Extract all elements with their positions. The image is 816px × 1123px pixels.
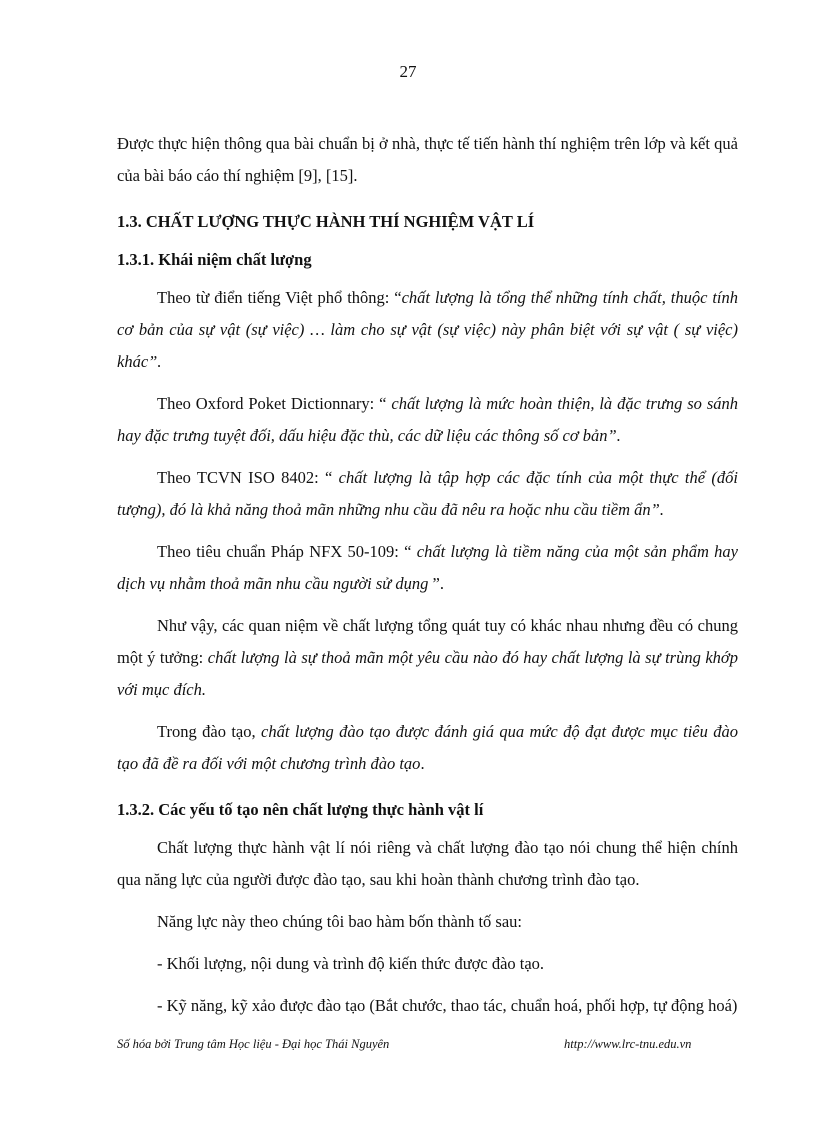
definition-paragraph-4 (117, 536, 738, 600)
footer-url: http://www.lrc-tnu.edu.vn (564, 1037, 692, 1051)
subsection-heading-2: 1.3.2. Các yếu tố tạo nên chất lượng thực hành vật lí (117, 800, 484, 819)
summary-paragraph (117, 610, 738, 706)
definition-3-lead: Theo TCVN ISO 8402: “ (157, 468, 339, 487)
definition-paragraph-2 (117, 388, 738, 452)
definition-4-lead: Theo tiêu chuẩn Pháp NFX 50-109: “ (157, 542, 417, 561)
components-intro: Năng lực này theo chúng tôi bao hàm bốn thành tố sau: (157, 912, 522, 931)
intro-paragraph: Được thực hiện thông qua bài chuẩn bị ở nhà, thực tế tiến hành thí nghiệm trên lớp và kết quả của bài báo cáo thí nghiệm [9], [15]. (117, 134, 738, 185)
section-heading: 1.3. CHẤT LƯỢNG THỰC HÀNH THÍ NGHIỆM VẬT LÍ (117, 212, 535, 231)
document-body (117, 128, 738, 1022)
list-item: - Khối lượng, nội dung và trình độ kiến thức được đào tạo. (157, 954, 545, 973)
definition-4-end: ”. (428, 574, 444, 593)
definition-2-lead: Theo Oxford Poket Dictionnary: “ (157, 394, 392, 413)
summary-emphasis: chất lượng là sự thoả mãn một yêu cầu nào đó hay chất lượng là sự trùng khớp với mục đích. (117, 648, 738, 699)
training-end: . (420, 754, 425, 773)
definition-1-quote: chất lượng là tổng thể những tính chất, thuộc tính cơ bản của sự vật (sự việc) … làm cho sự vật (sự việc) này phân biệt với sự vật ( sự việc) khác”. (117, 288, 738, 371)
training-paragraph (117, 716, 738, 780)
summary-lead: Như vậy, các quan niệm về chất lượng tổng quát tuy có khác nhau nhưng đều có chung một ý tưởng: (117, 616, 738, 667)
definition-paragraph-3 (117, 462, 738, 526)
list-item: - Kỹ năng, kỹ xảo được đào tạo (Bắt chước, thao tác, chuẩn hoá, phối hợp, tự động hoá) (157, 996, 738, 1015)
page-number: 27 (399, 62, 417, 81)
definition-4-quote: chất lượng là tiềm năng của một sản phẩm hay dịch vụ nhằm thoả mãn nhu cầu người sử dụng (117, 542, 739, 593)
definition-2-quote: chất lượng là mức hoàn thiện, là đặc trưng so sánh hay đặc trưng tuyệt đối, dấu hiệu đặc thù, các dữ liệu các thông số cơ bản”. (117, 394, 738, 445)
definition-3-quote: chất lượng là tập hợp các đặc tính của một thực thể (đối tượng), đó là khả năng thoả mãn những nhu cầu đã nêu ra hoặc nhu cầu tiềm ẩn”. (117, 468, 738, 519)
training-lead: Trong đào tạo, (157, 722, 262, 741)
subsection-heading-1: 1.3.1. Khái niệm chất lượng (117, 250, 312, 269)
factors-paragraph: Chất lượng thực hành vật lí nói riêng và chất lượng đào tạo nói chung thể hiện chính qua năng lực của người được đào tạo, sau khi hoàn thành chương trình đào tạo. (117, 838, 738, 889)
footer-source: Số hóa bởi Trung tâm Học liệu - Đại học Thái Nguyên (117, 1037, 390, 1051)
definition-paragraph-1 (117, 282, 738, 378)
training-emphasis: chất lượng đào tạo được đánh giá qua mức độ đạt được mục tiêu đào tạo đã đề ra đối với một chương trình đào tạo (117, 722, 739, 773)
definition-1-lead: Theo từ điển tiếng Việt phổ thông: “ (157, 288, 402, 307)
